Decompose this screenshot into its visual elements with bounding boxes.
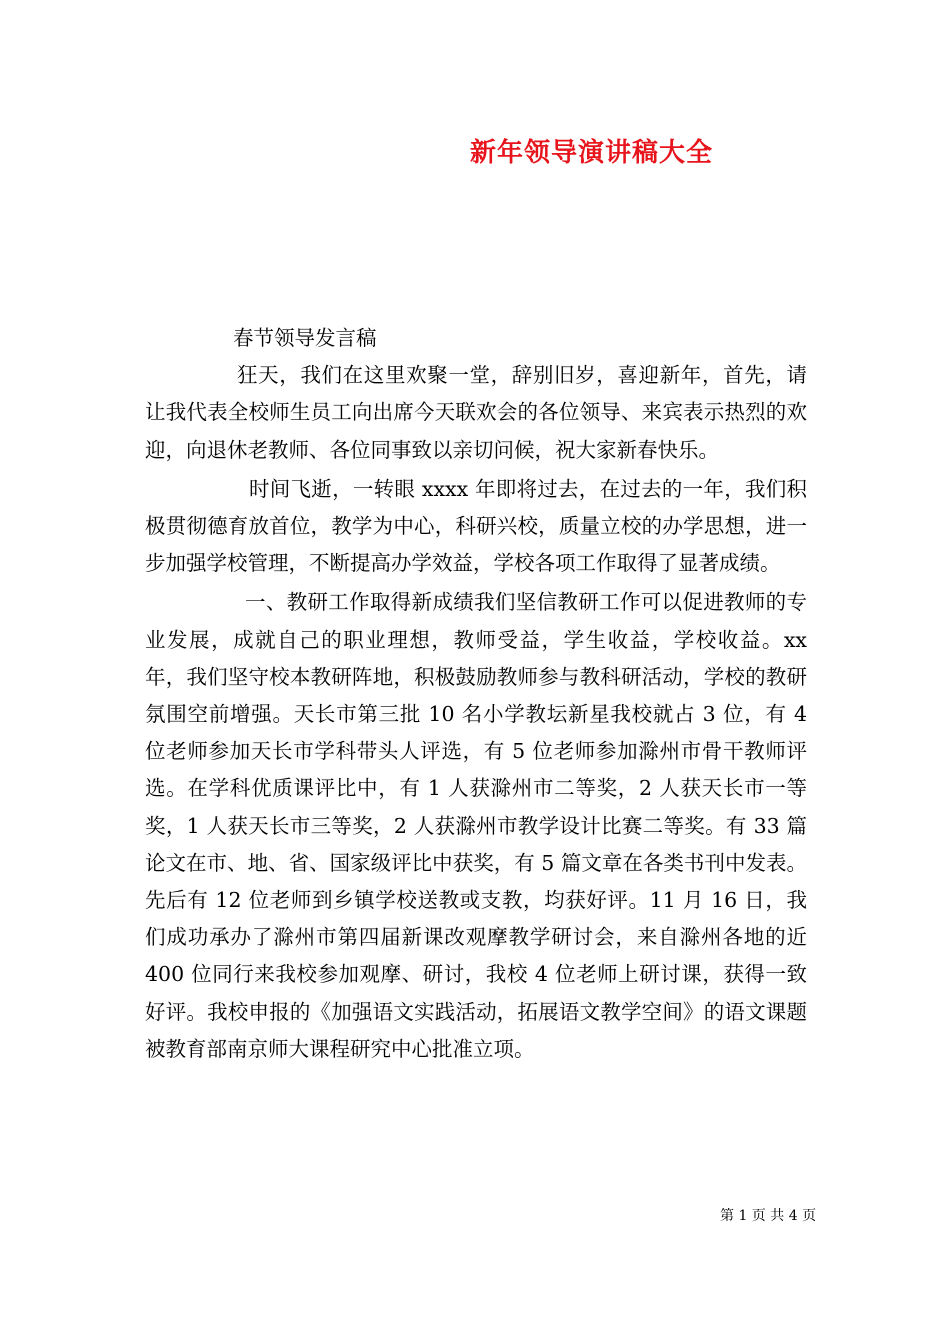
paragraph: [145, 357, 807, 469]
paragraph-text: 一、教研工作取得新成绩我们坚信教研工作可以促进教师的专业发展，成就自己的职业理想，教师受益，学生收益，学校收益。xx 年，我们坚守校本教研阵地，积极鼓励教师参与教科研活动，学校的教研氛围空前增强。天长市第三批 10 名小学教坛新星我校就占 3 位，有 4 位老师参加天长市学科带头人评选，有 5 位老师参加滁州市骨干教师评选。在学科优质课评比中，有 1 人获滁州市二等奖，2 人获天长市一等奖，1 人获天长市三等奖，2 人获滁州市教学设计比赛二等奖。有 33 篇论文在市、地、省、国家级评比中获奖，有 5 篇文章在各类书刊中发表。先后有 12 位老师到乡镇学校送教或支教，均获好评。11 月 16 日，我们成功承办了滁州市第四届新课改观摩教学研讨会，来自滁州各地的近 400 位同行来我校参加观摩、研讨，我校 4 位老师上研讨课，获得一致好评。我校申报的《加强语文实践活动，拓展语文教学空间》的语文课题被教育部南京师大课程研究中心批准立项。: [145, 590, 807, 1061]
document-subtitle: 春节领导发言稿: [233, 326, 377, 350]
paragraph: [145, 584, 807, 1068]
document-title: 新年领导演讲稿大全: [470, 138, 714, 168]
paragraph-text: 狂天，我们在这里欢聚一堂，辞别旧岁，喜迎新年，首先，请让我代表全校师生员工向出席今天联欢会的各位领导、来宾表示热烈的欢迎，向退休老教师、各位同事致以亲切问候，祝大家新春快乐。: [145, 363, 807, 462]
paragraph-text: 时间飞逝，一转眼 xxxx 年即将过去，在过去的一年，我们积极贯彻德育放首位，教学为中心，科研兴校，质量立校的办学思想，进一步加强学校管理，不断提高办学效益，学校各项工作取得了显著成绩。: [145, 476, 807, 576]
document-body: [145, 320, 807, 1068]
page-number: 第 1 页 共 4 页: [720, 1208, 817, 1224]
paragraph: [145, 471, 807, 583]
